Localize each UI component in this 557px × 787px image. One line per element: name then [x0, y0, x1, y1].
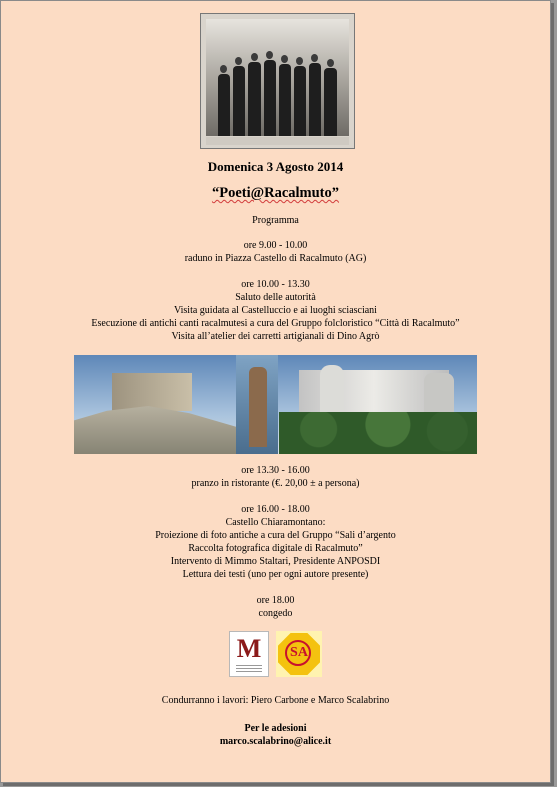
schedule-line: Lettura dei testi (uno per ogni autore presente)	[182, 569, 369, 580]
schedule-line: Proiezione di foto antiche a cura del Gruppo “Sali d’argento	[155, 530, 396, 541]
castle-landscape-photo	[74, 355, 477, 454]
event-date: Domenica 3 Agosto 2014	[207, 159, 344, 174]
schedule-line: Castello Chiaramontano:	[225, 517, 326, 528]
logo-m-mark: M	[236, 634, 262, 663]
schedule-line-text: Visita guidata al Castelluccio e ai luoghi sciasciani	[174, 305, 377, 316]
schedule-line: Raccolta fotografica digitale di Racalmuto”	[188, 543, 363, 554]
vintage-group-photo	[200, 13, 355, 149]
schedule-line: Saluto delle autorità	[235, 292, 316, 303]
schedule-line: raduno in Piazza Castello di Racalmuto (AG)	[184, 253, 367, 264]
program-label: Programma	[252, 215, 299, 226]
contact-email[interactable]: marco.scalabrino@alice.it	[219, 736, 332, 747]
schedule-line: congedo	[258, 608, 293, 619]
schedule-line: Esecuzione di antichi canti racalmutesi a cura del Gruppo folcloristico “Città di Racalmuto”	[91, 318, 460, 329]
sali-argento-logo	[276, 631, 322, 677]
contact-label: Per le adesioni	[244, 723, 307, 734]
schedule-line: pranzo in ristorante (€. 20,00 ± a persona)	[191, 478, 360, 489]
schedule-line	[1, 305, 550, 317]
logo-sa-mark: SA	[290, 645, 308, 660]
schedule-time: ore 18.00	[256, 595, 295, 606]
hosts-line: Condurranno i lavori: Piero Carbone e Marco Scalabrino	[161, 695, 390, 706]
statue-figure	[249, 367, 267, 447]
schedule-time: ore 16.00 - 18.00	[241, 504, 310, 515]
schedule-line: Intervento di Mimmo Staltari, Presidente ANPOSDI	[170, 556, 381, 567]
schedule-time: ore 10.00 - 13.30	[241, 279, 310, 290]
schedule-line: Visita all’atelier dei carretti artigianali di Dino Agrò	[171, 331, 380, 342]
schedule-time: ore 9.00 - 10.00	[243, 240, 308, 251]
association-logo	[229, 631, 269, 677]
schedule-time: ore 13.30 - 16.00	[241, 465, 310, 476]
event-title-text: “Poeti@Racalmuto”	[211, 185, 340, 201]
event-title	[1, 187, 550, 199]
